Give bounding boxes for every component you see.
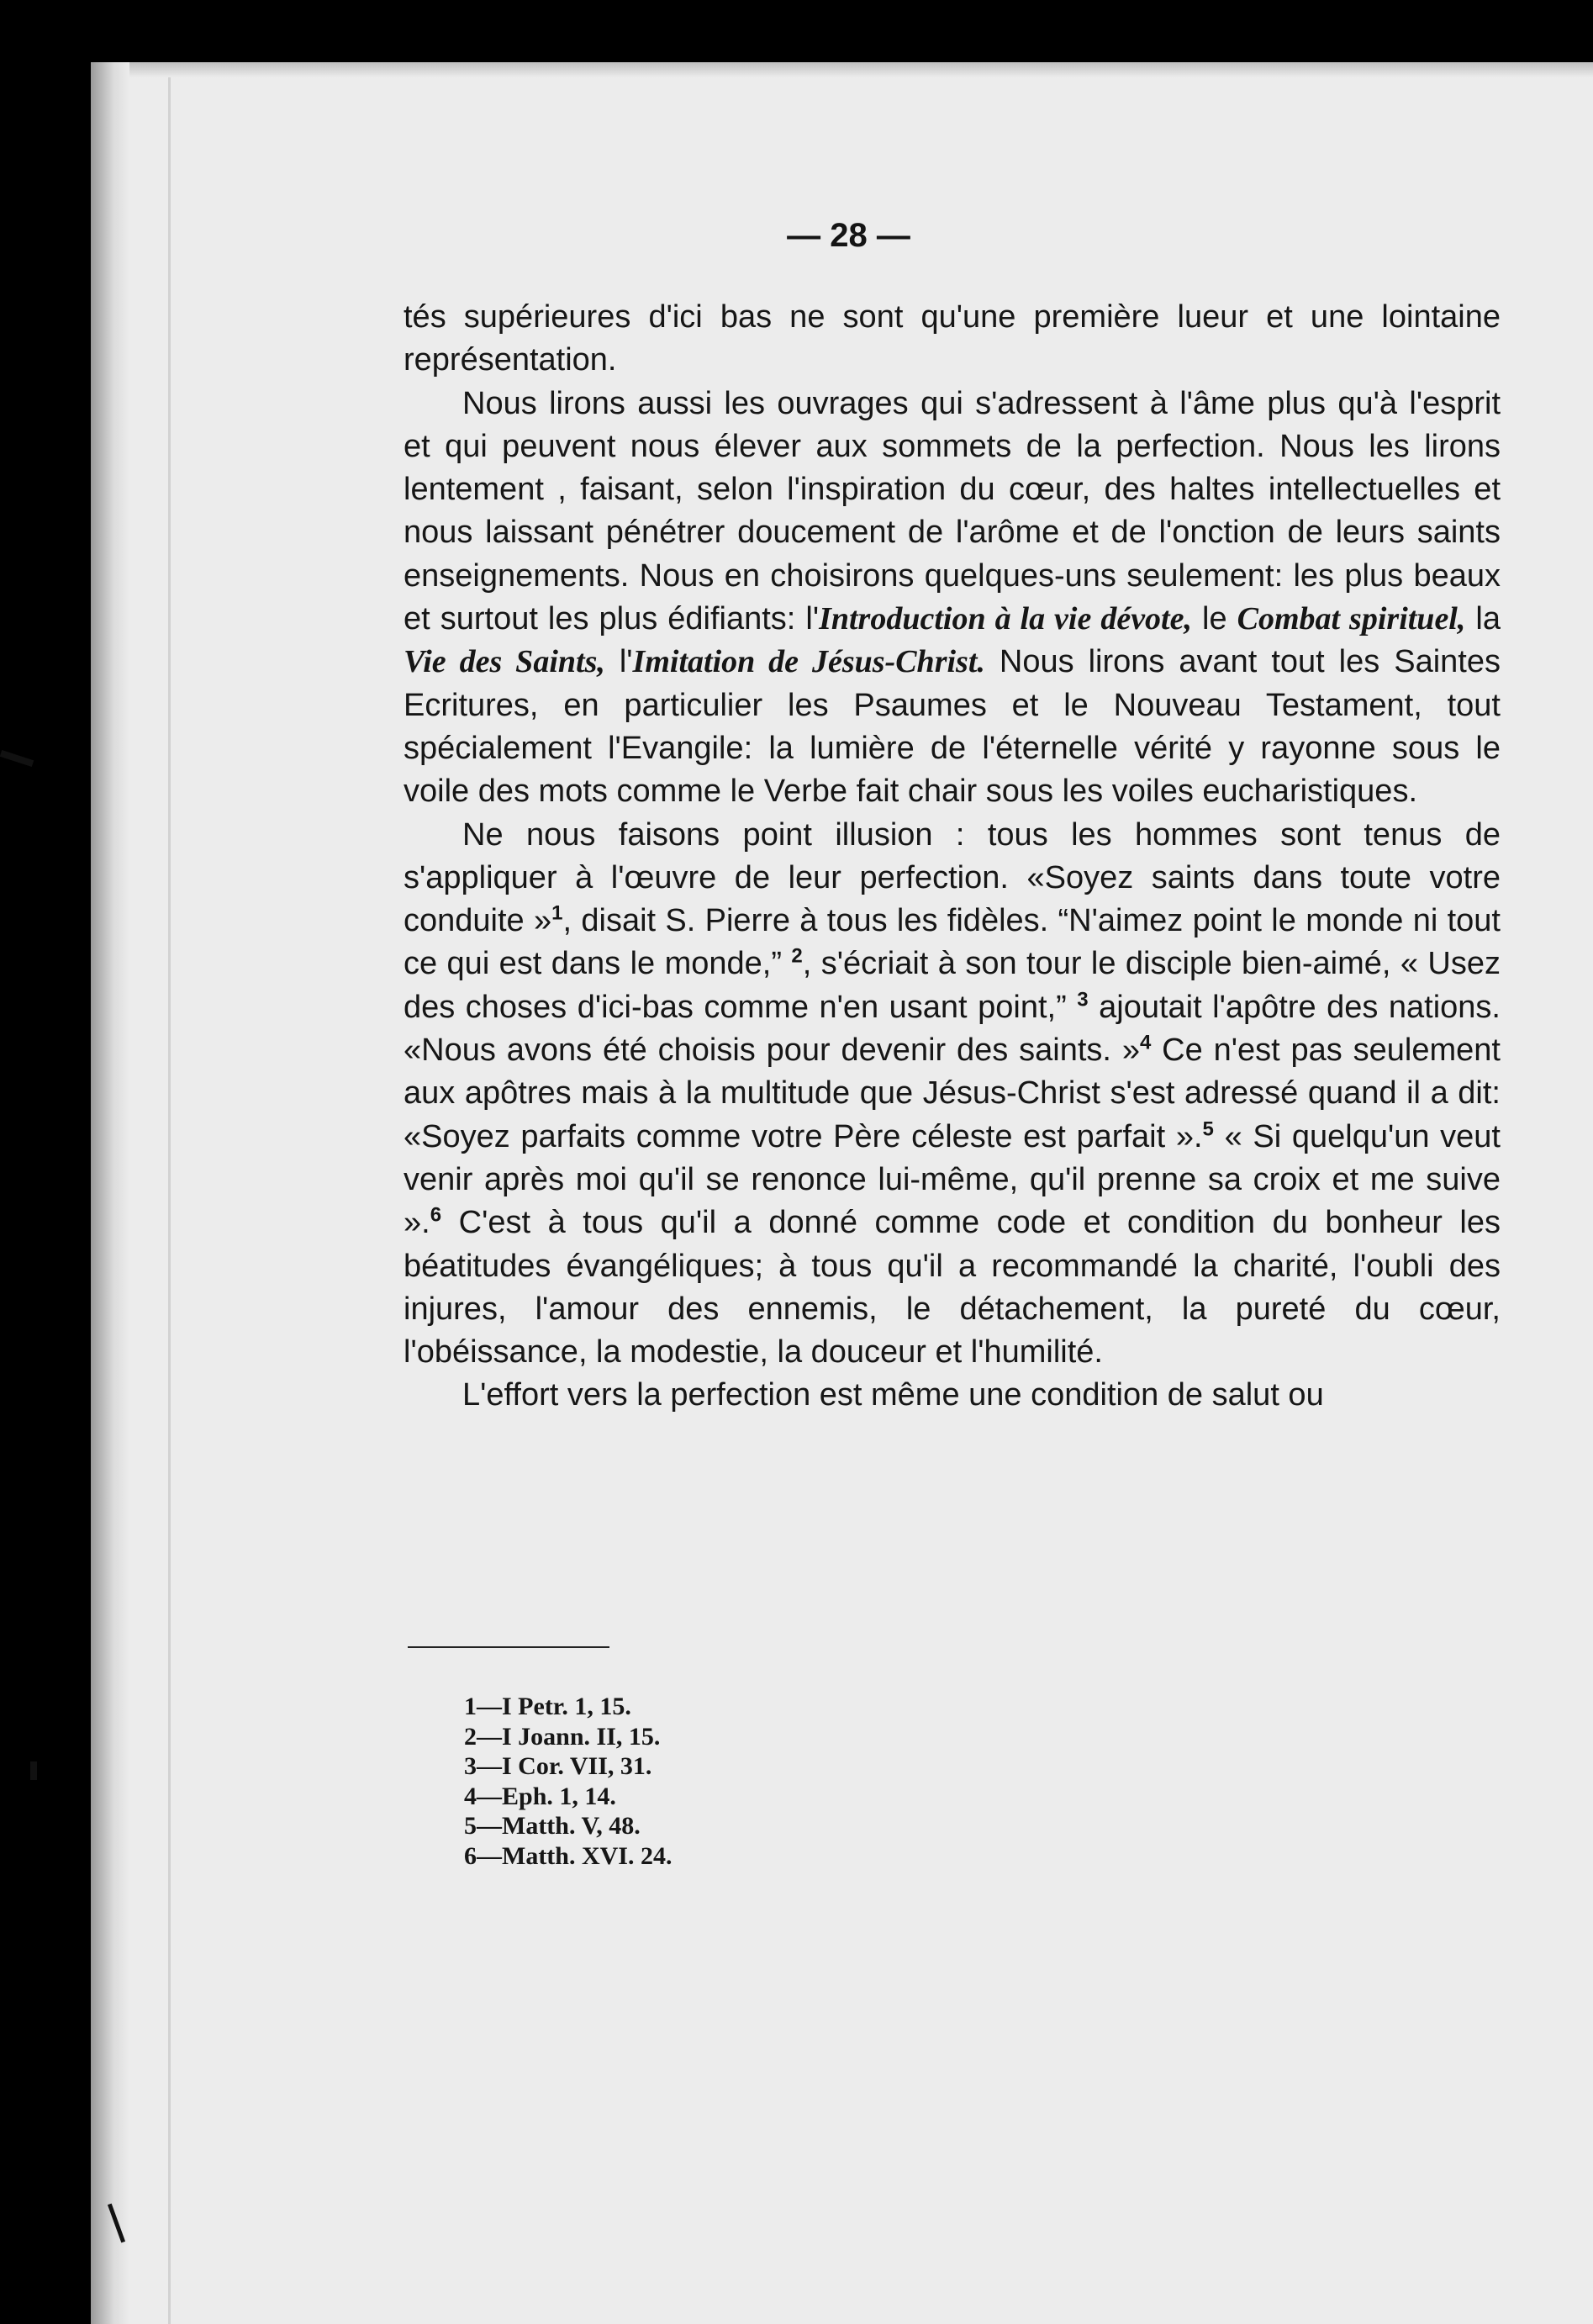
scan-artifact-mark [30, 1761, 37, 1780]
page-number: — 28 — [787, 217, 910, 254]
footnote: 6—Matth. XVI. 24. [464, 1841, 673, 1870]
footnote-separator [408, 1646, 609, 1648]
binding-line [168, 77, 171, 2324]
footnote-ref: 1 [551, 901, 563, 925]
scan-artifact-mark [0, 750, 34, 767]
book-title: Introduction à la vie dévote, [819, 601, 1192, 637]
footnote: 1—I Petr. 1, 15. [464, 1693, 631, 1720]
paragraph: Ne nous faisons point illusion : tous les hommes sont tenus de s'appliquer à l'œuvre de leur perfection. «Soyez saints dans toute votre conduite »$^1$, disait S. Pierre à tous les fidèles. “N'aimez point le monde ni tout ce qui est dans le monde,” $^2$, s'écriait à son tour le disciple bien-aimé, « Usez des choses d'ici-bas comme n'en usant point,” $^3$ ajoutait l'apôtre des nations. «Nous avons été choisis pour devenir des saints. »$^4$ Ce n'est pas seulement aux apôtres mais à la multitude que Jésus-Christ s'est adressé quand il a dit: «Soyez parfaits comme votre Père céleste est parfait ».$^5$ « Si quelqu'un veut venir après moi qu'il se renonce lui-même, qu'il prenne sa croix et me suive ».$^6$ C'est à tous qu'il a donné comme code et condition du bonheur les béatitudes évangéliques; à tous qu'il a recommandé la charité, l'oubli des injures, l'amour des ennemis, le détachement, la pureté du cœur, l'obéissance, la modestie, la douceur et l'humilité. [404, 816, 1501, 1371]
footnote: 5—Matth. V, 48. [464, 1812, 641, 1840]
book-title: Vie des Saints, [404, 644, 605, 680]
footnote-ref: 4 [1139, 1031, 1152, 1054]
footnote-ref: 3 [1077, 988, 1089, 1011]
page-left-edge-shadow [91, 62, 129, 2324]
footnote-ref: 6 [430, 1203, 442, 1227]
footnote: 4—Eph. 1, 14. [464, 1782, 616, 1810]
footnote-ref: 5 [1202, 1117, 1214, 1140]
page-top-edge-shadow [91, 62, 1593, 77]
footnotes [464, 1692, 673, 1871]
paragraph: Nous lirons aussi les ouvrages qui s'adressent à l'âme plus qu'à l'esprit et qui peuvent nous élever aux sommets de la perfection. Nous les lirons lentement , faisant, selon l'inspiration du cœur, des haltes intellectuelles et nous laissant pénétrer doucement de l'arôme et de l'onction de leurs saints enseignements. Nous en choisirons quelques-uns seulement: les plus beaux et surtout les plus édifiants: l'Introduction à la vie dévote, le Combat spirituel, la Vie des Saints, l'Imitation de Jésus-Christ. Nous lirons avant tout les Saintes Ecritures, en particulier les Psaumes et le Nouveau Testament, tout spécialement l'Evangile: la lumière de l'éternelle vérité y rayonne sous le voile des mots comme le Verbe fait chair sous les voiles eucharistiques. [404, 385, 1501, 810]
footnote-ref: 2 [791, 944, 803, 968]
paragraph: L'effort vers la perfection est même une condition de salut ou [462, 1377, 1324, 1413]
footnote: 3—I Cor. VII, 31. [464, 1752, 652, 1780]
footnote: 2—I Joann. II, 15. [464, 1722, 661, 1751]
book-title: Combat spirituel, [1237, 601, 1466, 637]
paragraph: tés supérieures d'ici bas ne sont qu'une première lueur et une lointaine représentation. [404, 299, 1501, 378]
body-text [404, 296, 1501, 1418]
book-title: Imitation de Jésus-Christ. [632, 644, 985, 680]
